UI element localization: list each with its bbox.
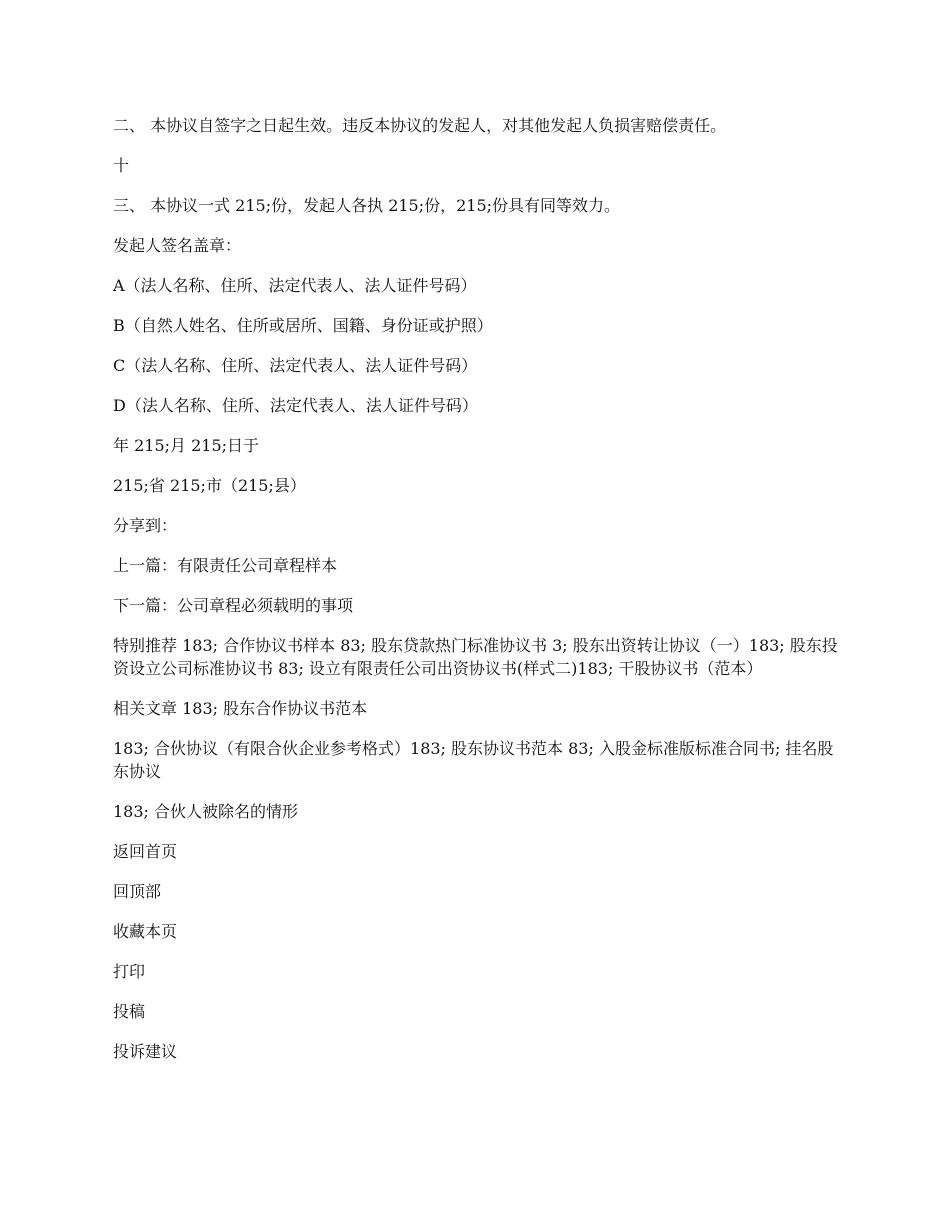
- stray-character: 十: [113, 156, 130, 175]
- related-articles[interactable]: 相关文章 183; 股东合作协议书范本: [113, 699, 368, 718]
- date-line: 年 215;月 215;日于: [113, 436, 260, 455]
- previous-article-link[interactable]: 上一篇：有限责任公司章程样本: [113, 556, 338, 575]
- clause-three: 三、 本协议一式 215;份，发起人各执 215;份，215;份具有同等效力。: [113, 196, 621, 215]
- document-body: [113, 114, 843, 1080]
- print-link[interactable]: 打印: [113, 962, 146, 981]
- bookmark-link[interactable]: 收藏本页: [113, 922, 178, 941]
- submit-article-link[interactable]: 投稿: [113, 1002, 146, 1021]
- clause-two: 二、 本协议自签字之日起生效。违反本协议的发起人，对其他发起人负损害赔偿责任。: [113, 116, 727, 135]
- signatory-d: D（法人名称、住所、法定代表人、法人证件号码）: [113, 396, 478, 415]
- place-line: 215;省 215;市（215;县）: [113, 476, 306, 495]
- next-article-link[interactable]: 下一篇：公司章程必须载明的事项: [113, 596, 354, 615]
- signature-heading: 发起人签名盖章：: [113, 236, 242, 255]
- back-to-top-link[interactable]: 回顶部: [113, 882, 162, 901]
- signatory-b: B（自然人姓名、住所或居所、国籍、身份证或护照）: [113, 316, 493, 335]
- related-articles-list[interactable]: 183; 合伙协议（有限合伙企业参考格式）183; 股东协议书范本 83; 入股金标准版标准合同书; 挂名股东协议: [113, 739, 834, 781]
- related-article-item[interactable]: 183; 合伙人被除名的情形: [113, 802, 299, 821]
- recommended-articles[interactable]: 特别推荐 183; 合作协议书样本 83; 股东贷款热门标准协议书 3; 股东出资转让协议（一）183; 股东投资设立公司标准协议书 83; 设立有限责任公司出资协议书(样式二)183; 干股协议书（范本）: [113, 636, 838, 678]
- signatory-a: A（法人名称、住所、法定代表人、法人证件号码）: [113, 276, 477, 295]
- feedback-link[interactable]: 投诉建议: [113, 1042, 178, 1061]
- signatory-c: C（法人名称、住所、法定代表人、法人证件号码）: [113, 356, 478, 375]
- share-label: 分享到：: [113, 516, 178, 535]
- back-home-link[interactable]: 返回首页: [113, 842, 178, 861]
